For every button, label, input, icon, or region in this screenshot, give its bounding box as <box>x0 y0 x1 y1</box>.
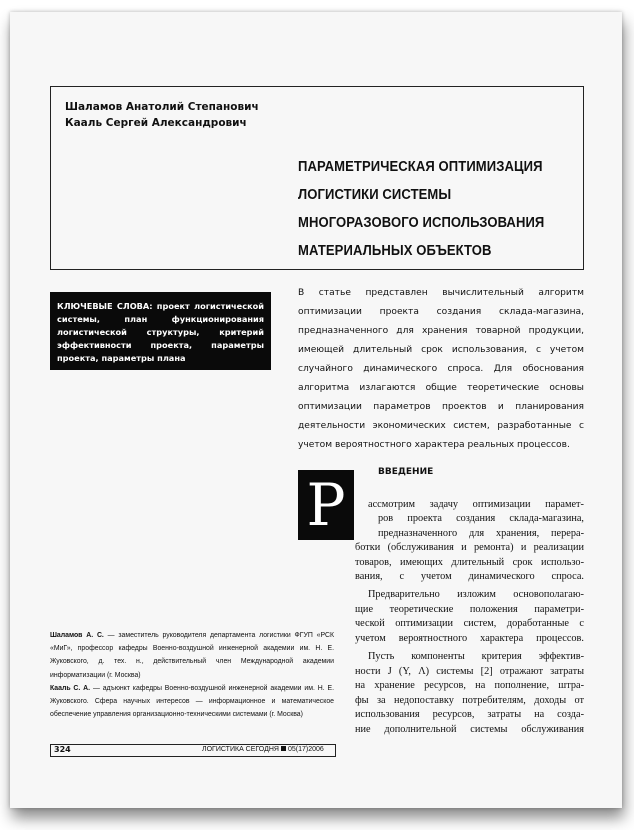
page-number: 324 <box>54 745 71 754</box>
body-line: на хранение ресурсов, на пополнение, штра- <box>355 680 584 691</box>
body-line: ности J (Y, Λ) системы [2] отражают затраты <box>355 666 584 677</box>
journal-page <box>10 12 622 808</box>
body-line: вания, с учетом динамического спроса. <box>355 571 584 582</box>
body-line: ров проекта создания склада-магазина, <box>378 513 584 524</box>
journal-name: ЛОГИСТИКА СЕГОДНЯ <box>202 746 279 753</box>
title-line: МАТЕРИАЛЬНЫХ ОБЪЕКТОВ <box>298 243 492 259</box>
bio-text: — заместитель руководителя департамента логистики ФГУП «РСК «МиГ», профессор кафедры Военно-воздушной инженерной академии им. Н. Е. Жуковского, д. тех. н., действительный член Международной академии информатизации (г. Москва) <box>50 632 335 679</box>
title-line: ПАРАМЕТРИЧЕСКАЯ ОПТИМИЗАЦИЯ <box>298 159 543 175</box>
bio-name: Шаламов А. С. <box>50 632 104 639</box>
title-line: МНОГОРАЗОВОГО ИСПОЛЬЗОВАНИЯ <box>298 215 545 231</box>
square-bullet-icon <box>281 746 286 751</box>
issue-number: 05(17)2006 <box>287 746 324 753</box>
body-line: Предварительно изложим основополагаю- <box>368 589 584 600</box>
body-line: ботки (обслуживания и ремонта) и реализации <box>355 542 584 553</box>
body-line: предназначенного для хранения, перера- <box>378 528 584 539</box>
author-name: Шаламов Анатолий Степанович <box>65 101 259 113</box>
author-bio <box>50 629 334 682</box>
body-line: учетом вероятностного характера процессов. <box>355 633 584 644</box>
body-line: ческой оптимизации систем, доработанные с <box>355 618 584 629</box>
abstract: В статье представлен вычислительный алгоритм оптимизации проекта создания склада-магазина, предназначенного для хранения товарной продукции, имеющей длительный срок использования, с учетом случайного динамического спроса. Для обоснования алгоритма излагаются общие теоретические основы оптимизации параметров проектов и планирования деятельности экономических систем, разработанные с учетом вероятностного характера реальных процессов. <box>298 288 584 450</box>
body-line: товаров, имеющих длительный срок использо- <box>355 557 584 568</box>
author-name: Кааль Сергей Александрович <box>65 117 247 129</box>
author-list <box>65 99 259 131</box>
bio-text: — адъюнкт кафедры Военно-воздушной инженерной академии им. Н. Е. Жуковского. Сфера научных интересов — информационное и математическое обеспечение управления организационно-техническими системами (г. Москва) <box>50 684 334 719</box>
body-line: ние дополнительной системы обслуживания <box>355 724 584 735</box>
body-line: ассмотрим задачу оптимизации парамет- <box>368 499 584 510</box>
article-title <box>298 153 550 265</box>
author-bio <box>50 682 334 722</box>
author-bios <box>50 629 334 721</box>
title-line: ЛОГИСТИКИ СИСТЕМЫ <box>298 187 452 203</box>
journal-info <box>202 746 324 753</box>
body-line: Пусть компоненты критерия эффектив- <box>368 651 584 662</box>
keywords-box: КЛЮЧЕВЫЕ СЛОВА: проект логистической системы, план функционирования логистической структуры, критерий эффективности проекта, параметры проекта, параметры плана <box>50 292 271 370</box>
body-line: фы за недопоставку потребителям, доходы от <box>355 695 584 706</box>
body-line: использования ресурсов, затраты на созда- <box>355 709 584 720</box>
body-line: щие теоретические положения параметри- <box>355 604 584 615</box>
section-heading: ВВЕДЕНИЕ <box>378 467 434 477</box>
bio-name: Кааль С. А. <box>50 684 91 692</box>
drop-cap: Р <box>298 470 354 540</box>
header-box <box>50 86 584 270</box>
